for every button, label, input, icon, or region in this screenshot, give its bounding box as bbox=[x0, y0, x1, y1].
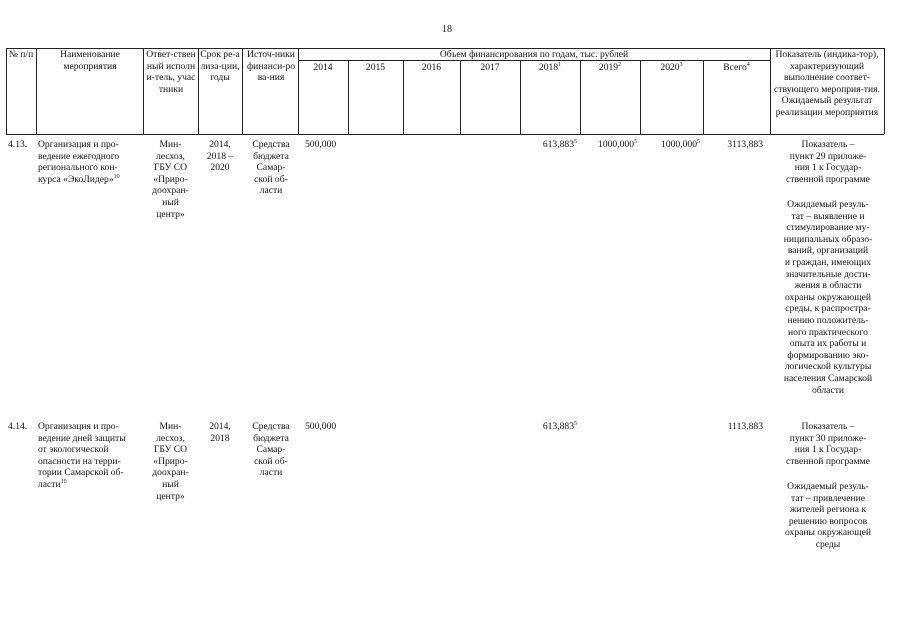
value-2019: 1000,000$^5$ bbox=[598, 138, 637, 150]
footnote-sup: 10 bbox=[60, 478, 67, 485]
value-2014: 500,000 bbox=[305, 421, 337, 432]
value-2018: 613,883$^5$ bbox=[542, 420, 577, 432]
year-2019: 2019$^2$ bbox=[598, 61, 622, 73]
header-num bbox=[8, 49, 34, 61]
year-2015: 2015 bbox=[365, 62, 386, 73]
row-name-line: Организация и про- bbox=[38, 139, 119, 150]
row-name-line: курса «ЭкоЛидер»$^{10}$ bbox=[38, 173, 120, 185]
row-term: 2014, 2018 – 2020 bbox=[206, 139, 234, 174]
header-executor: Ответ-ственный исполни-тель, участники bbox=[146, 49, 196, 95]
row-name bbox=[38, 139, 144, 185]
row-executor: Мин- лесхоз, ГБУ СО «Приро- доохран- ный центр» bbox=[152, 421, 189, 502]
year-2017: 2017 bbox=[480, 62, 500, 73]
row-executor: Мин- лесхоз, ГБУ СО «Приро- доохран- ный центр» bbox=[152, 139, 189, 220]
row-result: Ожидаемый резуль- тат – выявление и стимулирование му- ниципальных образо- ваний, организаций и граждан, имеющих значительные дости- жения в области охраны окружающей среды, к распростра- нению положитель- ного практического опыта их работы и формированию эко- логической культуры населения Самарской области bbox=[783, 199, 873, 396]
value-total: 3113,883 bbox=[727, 139, 763, 150]
row-name-line: регионального кон- bbox=[38, 162, 118, 174]
row-indicator: Показатель – пункт 29 приложе- ния 1 к Государ- ственной программе bbox=[786, 139, 870, 185]
header-funding-title: Объем финансирования по годам, тыс. рублей bbox=[439, 49, 629, 60]
value-total: 1113,883 bbox=[727, 421, 763, 432]
header-term: Срок ре-ализа-ции, годы bbox=[200, 49, 240, 84]
row-source: Средства бюджета Самар- ской об- ласти bbox=[252, 139, 290, 197]
row-name-line: ведение ежегодного bbox=[38, 150, 120, 162]
header-source: Источ-ники финанси-рова-ния bbox=[246, 49, 296, 84]
value-2014: 500,000 bbox=[305, 139, 337, 150]
row-num: 4.14. bbox=[8, 421, 28, 432]
header-indicator: Показатель (индика-тор), характеризующий выполнение соответ-ствующего мероприя-тия. Ожидаемый результат реализации мероприятия bbox=[774, 49, 880, 118]
year-2014: 2014 bbox=[313, 62, 333, 73]
row-source: Средства бюджета Самар- ской об- ласти bbox=[252, 421, 290, 479]
header-num-text: № п/п bbox=[8, 49, 34, 60]
year-total: Всего$^4$ bbox=[723, 61, 750, 73]
footnote-sup: 10 bbox=[113, 173, 120, 180]
row-term: 2014, 2018 bbox=[209, 421, 231, 444]
row-name: Организация и про- ведение дней защиты от экологической опасности на терри- тории Самарской об- ласти$^{10}$ bbox=[38, 421, 126, 490]
row-result: Ожидаемый резуль- тат – привлечение жителей региона к решению вопросов охраны окружающей среды bbox=[784, 481, 872, 550]
year-2018: 2018$^1$ bbox=[538, 61, 562, 73]
row-indicator: Показатель – пункт 30 приложе- ния 1 к Государ- ственной программе bbox=[786, 421, 870, 467]
value-2018: 613,883$^5$ bbox=[542, 138, 577, 150]
value-2020: 1000,000$^5$ bbox=[661, 138, 700, 150]
row-num: 4.13. bbox=[8, 139, 28, 150]
year-2016: 2016 bbox=[421, 62, 442, 73]
header-name: Наименование мероприятия bbox=[60, 49, 120, 72]
year-2020: 2020$^3$ bbox=[660, 61, 683, 73]
page-number: 18 bbox=[442, 24, 452, 35]
